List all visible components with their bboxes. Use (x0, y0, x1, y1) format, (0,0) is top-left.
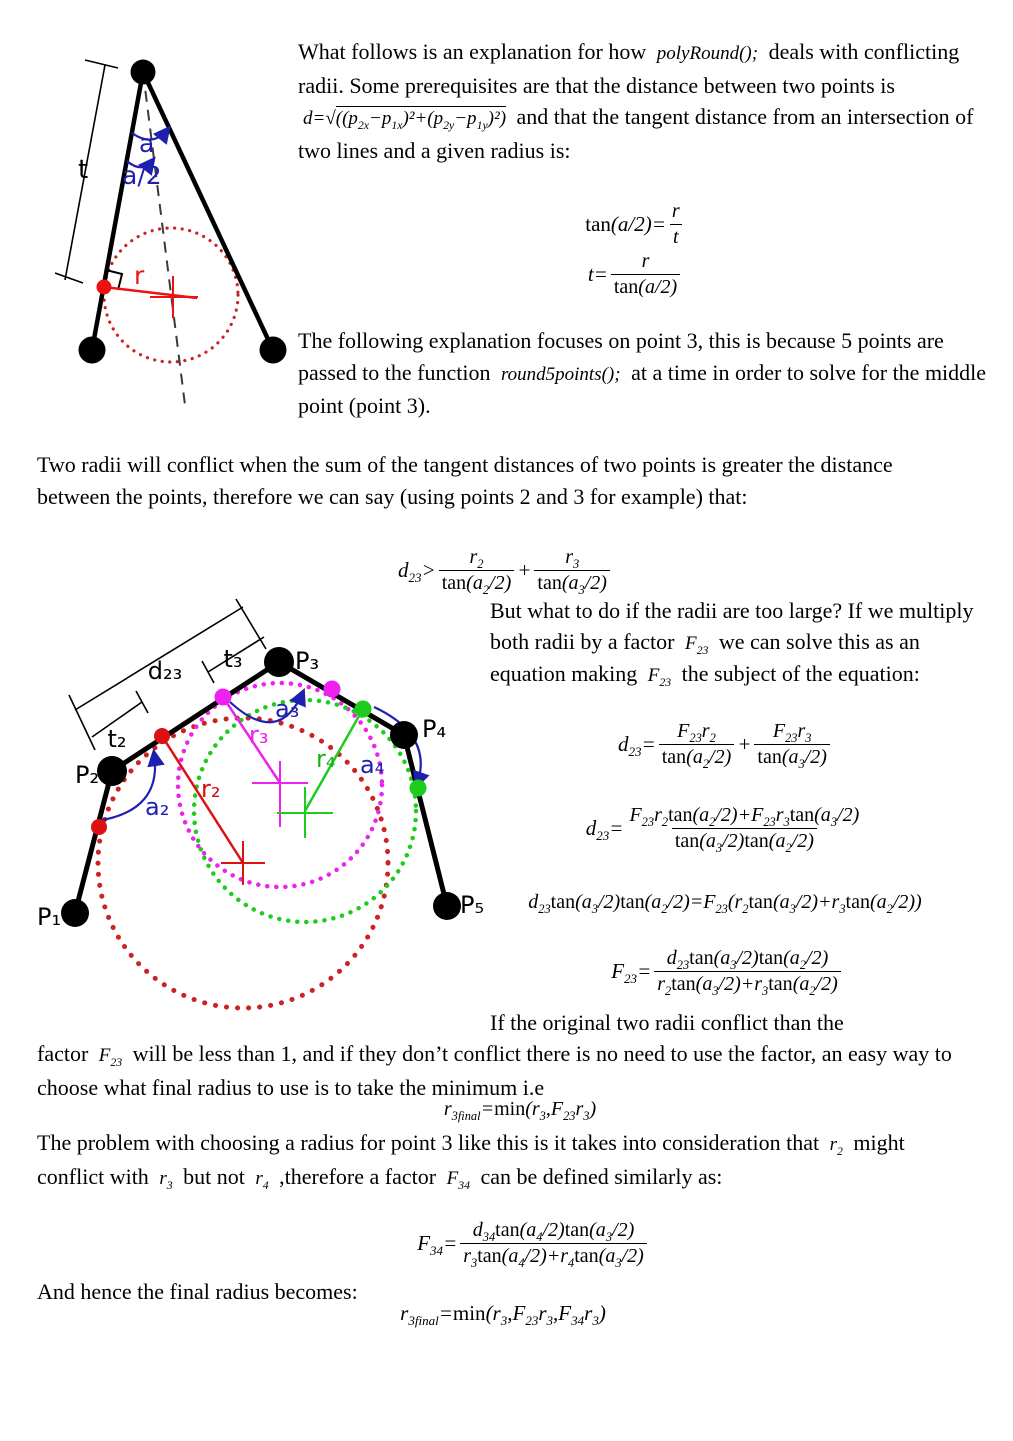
fraction-numerator: $F_{23}r_3$ (772, 720, 812, 745)
problem-text-b: might conflict with (37, 1130, 905, 1189)
fraction-numerator: $d_{23}\tan(a_3/2)\tan(a_2/2)$ (666, 947, 829, 972)
r4-tangent-dot-1 (355, 701, 372, 718)
right-extension-tick (236, 599, 266, 649)
paragraph-conflict (37, 449, 967, 512)
t3-left-tick (202, 661, 214, 683)
right-leg-line (143, 72, 273, 350)
formula-lhs: $d_{23}=$ (585, 816, 624, 844)
fraction-denominator: $\tan(a_2/2)$ (659, 744, 735, 770)
fraction-denominator: t (670, 224, 682, 250)
radius-label: r (134, 261, 145, 290)
fraction-denominator: $r_2\tan(a_3/2)+r_3\tan(a_2/2)$ (654, 971, 841, 997)
intro-text-c: and that the tangent distance from an intersection of two lines and a given radius is: (298, 104, 974, 163)
inline-math-f23: $F_{23}$ (685, 632, 709, 657)
fraction-numerator: $r_2$ (469, 546, 484, 571)
inline-math-distance-radicand: $((p_{2x}-p_{1x})^2+(p_{2y}-p_{1y})^2)$ (335, 108, 507, 132)
problem-text-c: but not (177, 1163, 251, 1189)
t3-label: t₃ (223, 645, 243, 673)
paragraph-focus (298, 325, 998, 422)
plus-operator: + (517, 558, 532, 582)
fraction (460, 1218, 647, 1269)
angle-a-label: a (139, 129, 155, 158)
t-label: t (78, 155, 89, 185)
t-dimension-top-tick (85, 60, 118, 68)
fraction-denominator: $\tan(a_3/2)$ (534, 570, 610, 596)
corner-radius-diagram (55, 48, 295, 420)
paragraph-original-line1 (490, 1007, 970, 1039)
hence-text: And hence the final radius becomes: (37, 1279, 358, 1304)
fraction-denominator: $\tan(a_2/2)$ (439, 570, 515, 596)
formula-f34 (358, 1218, 708, 1269)
r3-label: r₃ (249, 721, 269, 749)
formula-t-lhs: t= (587, 262, 608, 286)
original-text-b: will be less than 1, and if they don’t conflict there is no need to use the factor, an easy way to choose what final radius to use is to take the minimum i.e (37, 1041, 952, 1100)
fraction-numerator: $r_3$ (565, 546, 580, 571)
focus-text-a: The following explanation focuses on point 3, this is because 5 points are passed to the function (298, 328, 944, 385)
r3-tangent-dot-2 (324, 681, 341, 698)
problem-text-d: ,therefore a factor (273, 1163, 442, 1189)
formula-body: $d_{23}\tan(a_3/2)\tan(a_2/2)=F_{23}(r_2\tan(a_3/2)+r_3\tan(a_2/2))$ (528, 891, 922, 916)
fraction (439, 545, 515, 596)
bottom-left-vertex-dot (79, 337, 106, 364)
problem-text-e: can be defined similarly as: (474, 1163, 723, 1189)
formula-d23-factored (545, 719, 905, 770)
r2-label: r₂ (201, 775, 221, 803)
inline-math-f23: $F_{23}$ (647, 665, 672, 689)
formula-lhs: $F_{23}=$ (611, 959, 652, 987)
left-leg-line (92, 72, 143, 350)
formula-d23-linear (487, 891, 963, 914)
r3-tangent-dot-1 (215, 689, 232, 706)
toolarge-text-a: But what to do if the radii are too large? If we multiply both radii by a factor (490, 598, 974, 654)
point-p3-label: P₃ (295, 647, 320, 675)
fraction-denominator: $\tan(a_3/2)$ (754, 744, 830, 770)
r2-tangent-dot-1 (91, 819, 107, 835)
plus-operator: + (737, 732, 752, 756)
conflict-text: Two radii will conflict when the sum of the tangent distances of two points is greater the distance between the points, therefore we can say (using points 2 and 3 for example) that: (37, 452, 893, 509)
fraction-denominator: $\tan(a_3/2)\tan(a_2/2)$ (672, 828, 817, 854)
r4-tangent-dot-2 (410, 780, 427, 797)
inline-math-f23: $F_{23}$ (98, 1045, 123, 1069)
fraction-numerator: $d_{34}\tan(a_4/2)\tan(a_3/2)$ (472, 1219, 635, 1244)
fraction-denominator: $r_3\tan(a_4/2)+r_4\tan(a_3/2)$ (460, 1243, 647, 1269)
formula-t-from-tan (475, 249, 795, 300)
fraction-numerator: r (641, 250, 650, 272)
toolarge-text-c: the subject of the equation: (676, 661, 920, 686)
fraction (654, 946, 841, 997)
formula-body: $r_{3final}=\min(r_3,F_{23}r_3,F_{34}r_3)$ (400, 1301, 606, 1329)
paragraph-intro (298, 36, 990, 166)
formula-d23-combined (525, 803, 925, 854)
formula-r3final-min2 (350, 1098, 690, 1121)
paragraph-too-large (490, 596, 982, 692)
point-p5-label: P₅ (460, 891, 485, 919)
inline-math-r2: $r_2$ (829, 1134, 843, 1158)
fraction (534, 545, 610, 596)
fraction (754, 719, 830, 770)
formula-r3final-min3 (333, 1301, 673, 1329)
inline-code-polyround: polyRound(); (656, 43, 759, 64)
left-extension-tick (69, 695, 95, 750)
paragraph-original-rest (37, 1038, 967, 1103)
t-dimension-bottom-tick (55, 273, 83, 283)
polyline-radii-diagram (33, 595, 493, 1027)
fraction (626, 803, 862, 854)
inline-math-r3: $r_3$ (159, 1167, 173, 1192)
bottom-right-vertex-dot (260, 337, 287, 364)
formula-lhs: $F_{34}=$ (417, 1231, 458, 1259)
d23-label: d₂₃ (147, 657, 183, 685)
formula-body: $r_{3final}=\min(r_3,F_{23}r_3)$ (443, 1098, 597, 1123)
fraction (611, 249, 680, 300)
focus-text-b: at a time in order to solve for the middle point (point 3). (298, 359, 987, 418)
fraction (659, 719, 735, 770)
tangent-point-dot (97, 280, 112, 295)
point-p4-label: P₄ (422, 715, 447, 743)
point-p2-dot (97, 756, 127, 786)
formula-d23gt-lhs: $d_{23}>$ (398, 558, 436, 586)
inline-code-round5points: round5points(); (500, 363, 621, 385)
point-p1-label: P₁ (37, 903, 62, 931)
paragraph-problem (37, 1127, 967, 1194)
r4-label: r₄ (316, 745, 336, 773)
angle-a4-label: a₄ (360, 751, 385, 779)
fraction-numerator: $F_{23}r_2\tan(a_2/2)+F_{23}r_3\tan(a_3/2)$ (629, 804, 860, 829)
inline-math-r4: $r_4$ (255, 1167, 269, 1192)
point-p2-label: P₂ (75, 761, 100, 789)
formula-tan-half (475, 199, 795, 250)
formula-f23 (527, 946, 927, 997)
formula-d23-inequality (325, 545, 685, 596)
formula-lhs: $d_{23}=$ (618, 732, 656, 760)
fraction-numerator: r (671, 200, 680, 222)
angle-a3-label: a₃ (275, 695, 300, 723)
angle-a-half-label: a/2 (122, 161, 162, 190)
point-p1-dot (61, 899, 89, 927)
original-line1-text: If the original two radii conflict than the (490, 1010, 844, 1035)
top-vertex-dot (131, 60, 156, 85)
original-text-a: factor (37, 1041, 94, 1066)
point-p3-dot (264, 647, 294, 677)
fraction (669, 199, 683, 250)
inline-math-distance-prefix: d=√ (303, 108, 336, 129)
fraction-numerator: $F_{23}r_2$ (677, 720, 716, 745)
formula-tan-half-lhs: tan(a/2)= (585, 212, 666, 236)
t2-right-tick (136, 691, 148, 713)
intro-text-a: What follows is an explanation for how (298, 39, 652, 64)
t2-label: t₂ (107, 725, 127, 753)
polyline-p1-p5 (75, 662, 447, 913)
point-p5-dot (433, 892, 461, 920)
point-p4-dot (390, 721, 418, 749)
fraction-denominator: tan(a/2) (611, 274, 680, 300)
toolarge-text-b: we can solve this as an equation making (490, 628, 920, 686)
inline-math-f34: $F_{34}$ (446, 1167, 470, 1192)
intro-text-b: deals with conflicting radii. Some prerequisites are that the distance between two points is (298, 39, 960, 98)
angle-a2-label: a₂ (145, 793, 170, 821)
r2-tangent-dot-2 (154, 728, 170, 744)
problem-text-a: The problem with choosing a radius for point 3 like this is it takes into consideration that (37, 1130, 825, 1155)
